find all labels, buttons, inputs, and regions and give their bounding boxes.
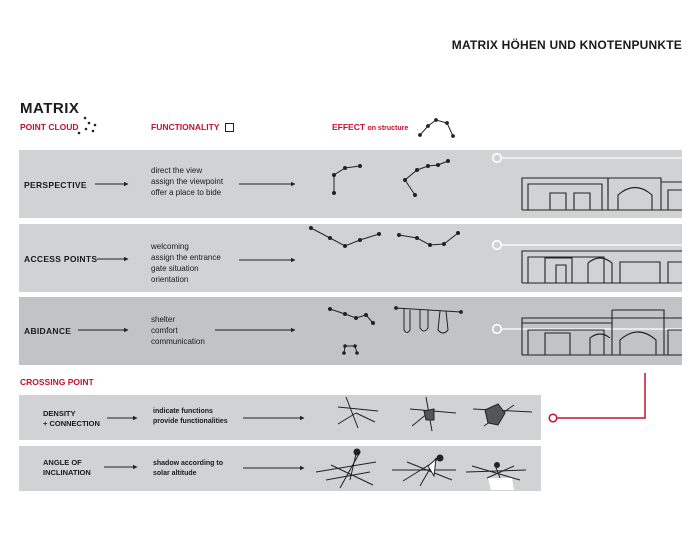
label-line: INCLINATION xyxy=(43,468,91,477)
desc-line: shelter xyxy=(151,315,176,324)
desc-line: provide functionalities xyxy=(153,418,228,425)
crossing-connector xyxy=(549,373,645,422)
flow-arrows xyxy=(78,184,304,468)
header-effect-suffix: on structure xyxy=(367,125,409,132)
facade-elevation-2 xyxy=(522,251,682,283)
crossing-point-title: CROSSING POINT xyxy=(20,377,94,387)
page-title: MATRIX HÖHEN UND KNOTENPUNKTE xyxy=(451,38,682,52)
perspective-structures xyxy=(333,160,450,197)
node-icon xyxy=(493,154,502,163)
access-structures xyxy=(310,227,460,248)
connector-lines xyxy=(493,154,682,334)
node-icon xyxy=(493,325,502,334)
header-functionality-label: FUNCTIONALITY xyxy=(151,122,220,132)
label-line: ANGLE OF xyxy=(43,458,82,467)
desc-line: shadow according to xyxy=(153,460,224,467)
label-line: + CONNECTION xyxy=(43,419,100,428)
desc-line: welcoming xyxy=(151,242,189,251)
desc-line: indicate functions xyxy=(153,408,213,415)
node-icon xyxy=(493,241,502,250)
inclination-nodes xyxy=(316,449,526,490)
desc-line: direct the view xyxy=(151,166,203,175)
density-nodes xyxy=(338,397,532,431)
row-label-abidance: ABIDANCE xyxy=(24,326,72,336)
desc-line: communication xyxy=(151,337,205,346)
point-cloud-icon xyxy=(78,117,97,135)
matrix-title: MATRIX xyxy=(20,100,80,117)
desc-line: orientation xyxy=(151,275,189,284)
facade-elevation-1 xyxy=(522,178,682,210)
desc-line: comfort xyxy=(151,326,178,335)
label-line: DENSITY xyxy=(43,409,76,418)
desc-line: solar altitude xyxy=(153,470,197,477)
node-icon xyxy=(549,414,557,422)
row-label-access-points: ACCESS POINTS xyxy=(24,254,98,264)
effect-structure-icon xyxy=(419,119,455,138)
desc-line: offer a place to bide xyxy=(151,188,222,197)
desc-line: assign the entrance xyxy=(151,253,221,262)
row-label-perspective: PERSPECTIVE xyxy=(24,180,87,190)
facade-elevation-3 xyxy=(522,310,682,355)
desc-line: gate situation xyxy=(151,264,199,273)
abidance-structures xyxy=(329,307,463,355)
header-point-cloud: POINT CLOUD xyxy=(20,122,79,132)
header-effect-label: EFFECT xyxy=(332,122,366,132)
desc-line: assign the viewpoint xyxy=(151,177,224,186)
